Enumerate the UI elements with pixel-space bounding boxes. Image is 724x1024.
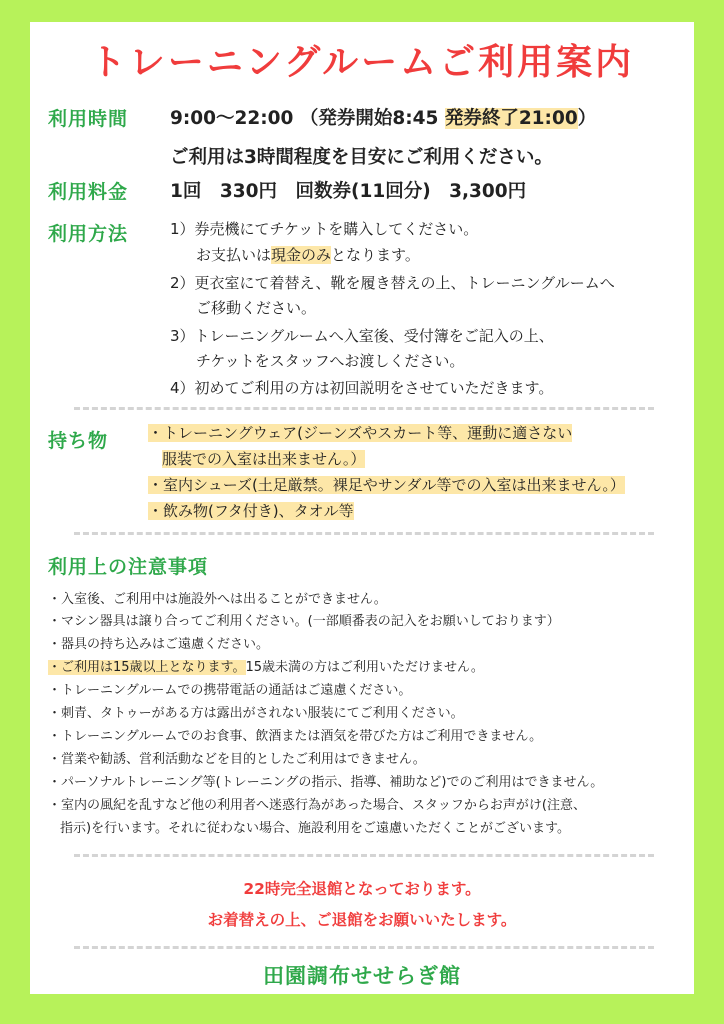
method-step-3-cont: チケットをスタッフへお渡しください。 (196, 352, 465, 370)
payment-text-pre: お支払いは (196, 246, 272, 264)
note-age-rest: 15歳未満の方はご利用いただけません。 (245, 660, 484, 675)
belonging-drink-towel: ・飲み物(フタ付き)、タオル等 (148, 502, 354, 520)
page-title: トレーニングルームご利用案内 (89, 42, 635, 83)
closing-line-1: 22時完全退館となっております。 (243, 880, 481, 898)
method-step-2: 2）更衣室にて着替え、靴を履き替えの上、トレーニングルームへ (170, 274, 615, 292)
note-item: ・器具の持ち込みはご遠慮ください。 (48, 637, 270, 652)
notes-label: 利用上の注意事項 (48, 556, 209, 578)
hours-note: ご利用は3時間程度を目安にご利用ください。 (170, 147, 553, 168)
note-item: ・営業や勧誘、営利活動などを目的としたご利用はできません。 (48, 752, 426, 767)
note-item: ・入室後、ご利用中は施設外へは出ることができません。 (48, 592, 387, 607)
note-item-age (48, 656, 484, 675)
note-item: ・パーソナルトレーニング等(トレーニングの指示、指導、補助など)でのご利用はできません。 (48, 775, 604, 790)
belonging-wear-cont: 服装での入室は出来ません。） (162, 450, 366, 468)
hours-line (170, 104, 596, 130)
fee-text: 1回 330円 回数券(11回分) 3,300円 (170, 181, 527, 202)
note-item: ・トレーニングルームでの携帯電話の通話はご遠慮ください。 (48, 683, 412, 698)
ticket-end-time: 発券終了21:00 (444, 108, 578, 129)
method-step-3: 3）トレーニングルームへ入室後、受付簿をご記入の上、 (170, 327, 554, 345)
closing-line-2: お着替えの上、ご退館をお願いいたします。 (207, 911, 517, 929)
divider (74, 407, 654, 410)
belonging-wear: ・トレーニングウェア(ジーンズやスカート等、運動に適さない (148, 424, 573, 442)
method-label: 利用方法 (48, 223, 129, 245)
hours-time: 9:00〜22:00 （発券開始8:45 (170, 108, 445, 129)
note-item: ・トレーニングルームでのお食事、飲酒または酒気を帯びた方はご利用できません。 (48, 729, 543, 744)
divider (74, 854, 654, 857)
divider (74, 532, 654, 535)
payment-text-post: となります。 (331, 246, 420, 264)
method-step-1: 1）券売機にてチケットを購入してください。 (170, 220, 479, 238)
notice-sheet (30, 22, 694, 994)
belongings-label: 持ち物 (48, 430, 109, 452)
note-item: ・マシン器具は譲り合ってご利用ください。(一部順番表の記入をお願いしております） (48, 614, 560, 629)
hours-close-paren: ） (577, 108, 597, 129)
note-item: ・室内の風紀を乱すなど他の利用者へ迷惑行為があった場合、スタッフからお声がけ(注意、 (48, 798, 586, 813)
belonging-item-2 (148, 474, 625, 495)
belonging-item-1 (148, 422, 572, 443)
fee-label: 利用料金 (48, 181, 129, 203)
facility-name: 田園調布せせらぎ館 (263, 964, 461, 988)
belonging-shoes: ・室内シューズ(土足厳禁。裸足やサンダル等での入室は出来ません。） (148, 476, 625, 494)
belonging-item-1-cont (162, 448, 365, 469)
method-step-4: 4）初めてご利用の方は初回説明をさせていただきます。 (170, 379, 554, 397)
method-step-1-payment (196, 244, 420, 265)
method-step-2-cont: ご移動ください。 (196, 299, 317, 317)
hours-label: 利用時間 (48, 108, 129, 130)
note-item: ・刺青、タトゥーがある方は露出がされない服装にてご利用ください。 (48, 706, 464, 721)
payment-cash-only: 現金のみ (271, 246, 332, 264)
note-age-limit: ・ご利用は15歳以上となります。 (48, 660, 246, 675)
divider (74, 946, 654, 949)
belonging-item-3 (148, 500, 354, 521)
note-item-cont: 指示)を行います。それに従わない場合、施設利用をご遠慮いただくことがございます。 (60, 821, 570, 836)
